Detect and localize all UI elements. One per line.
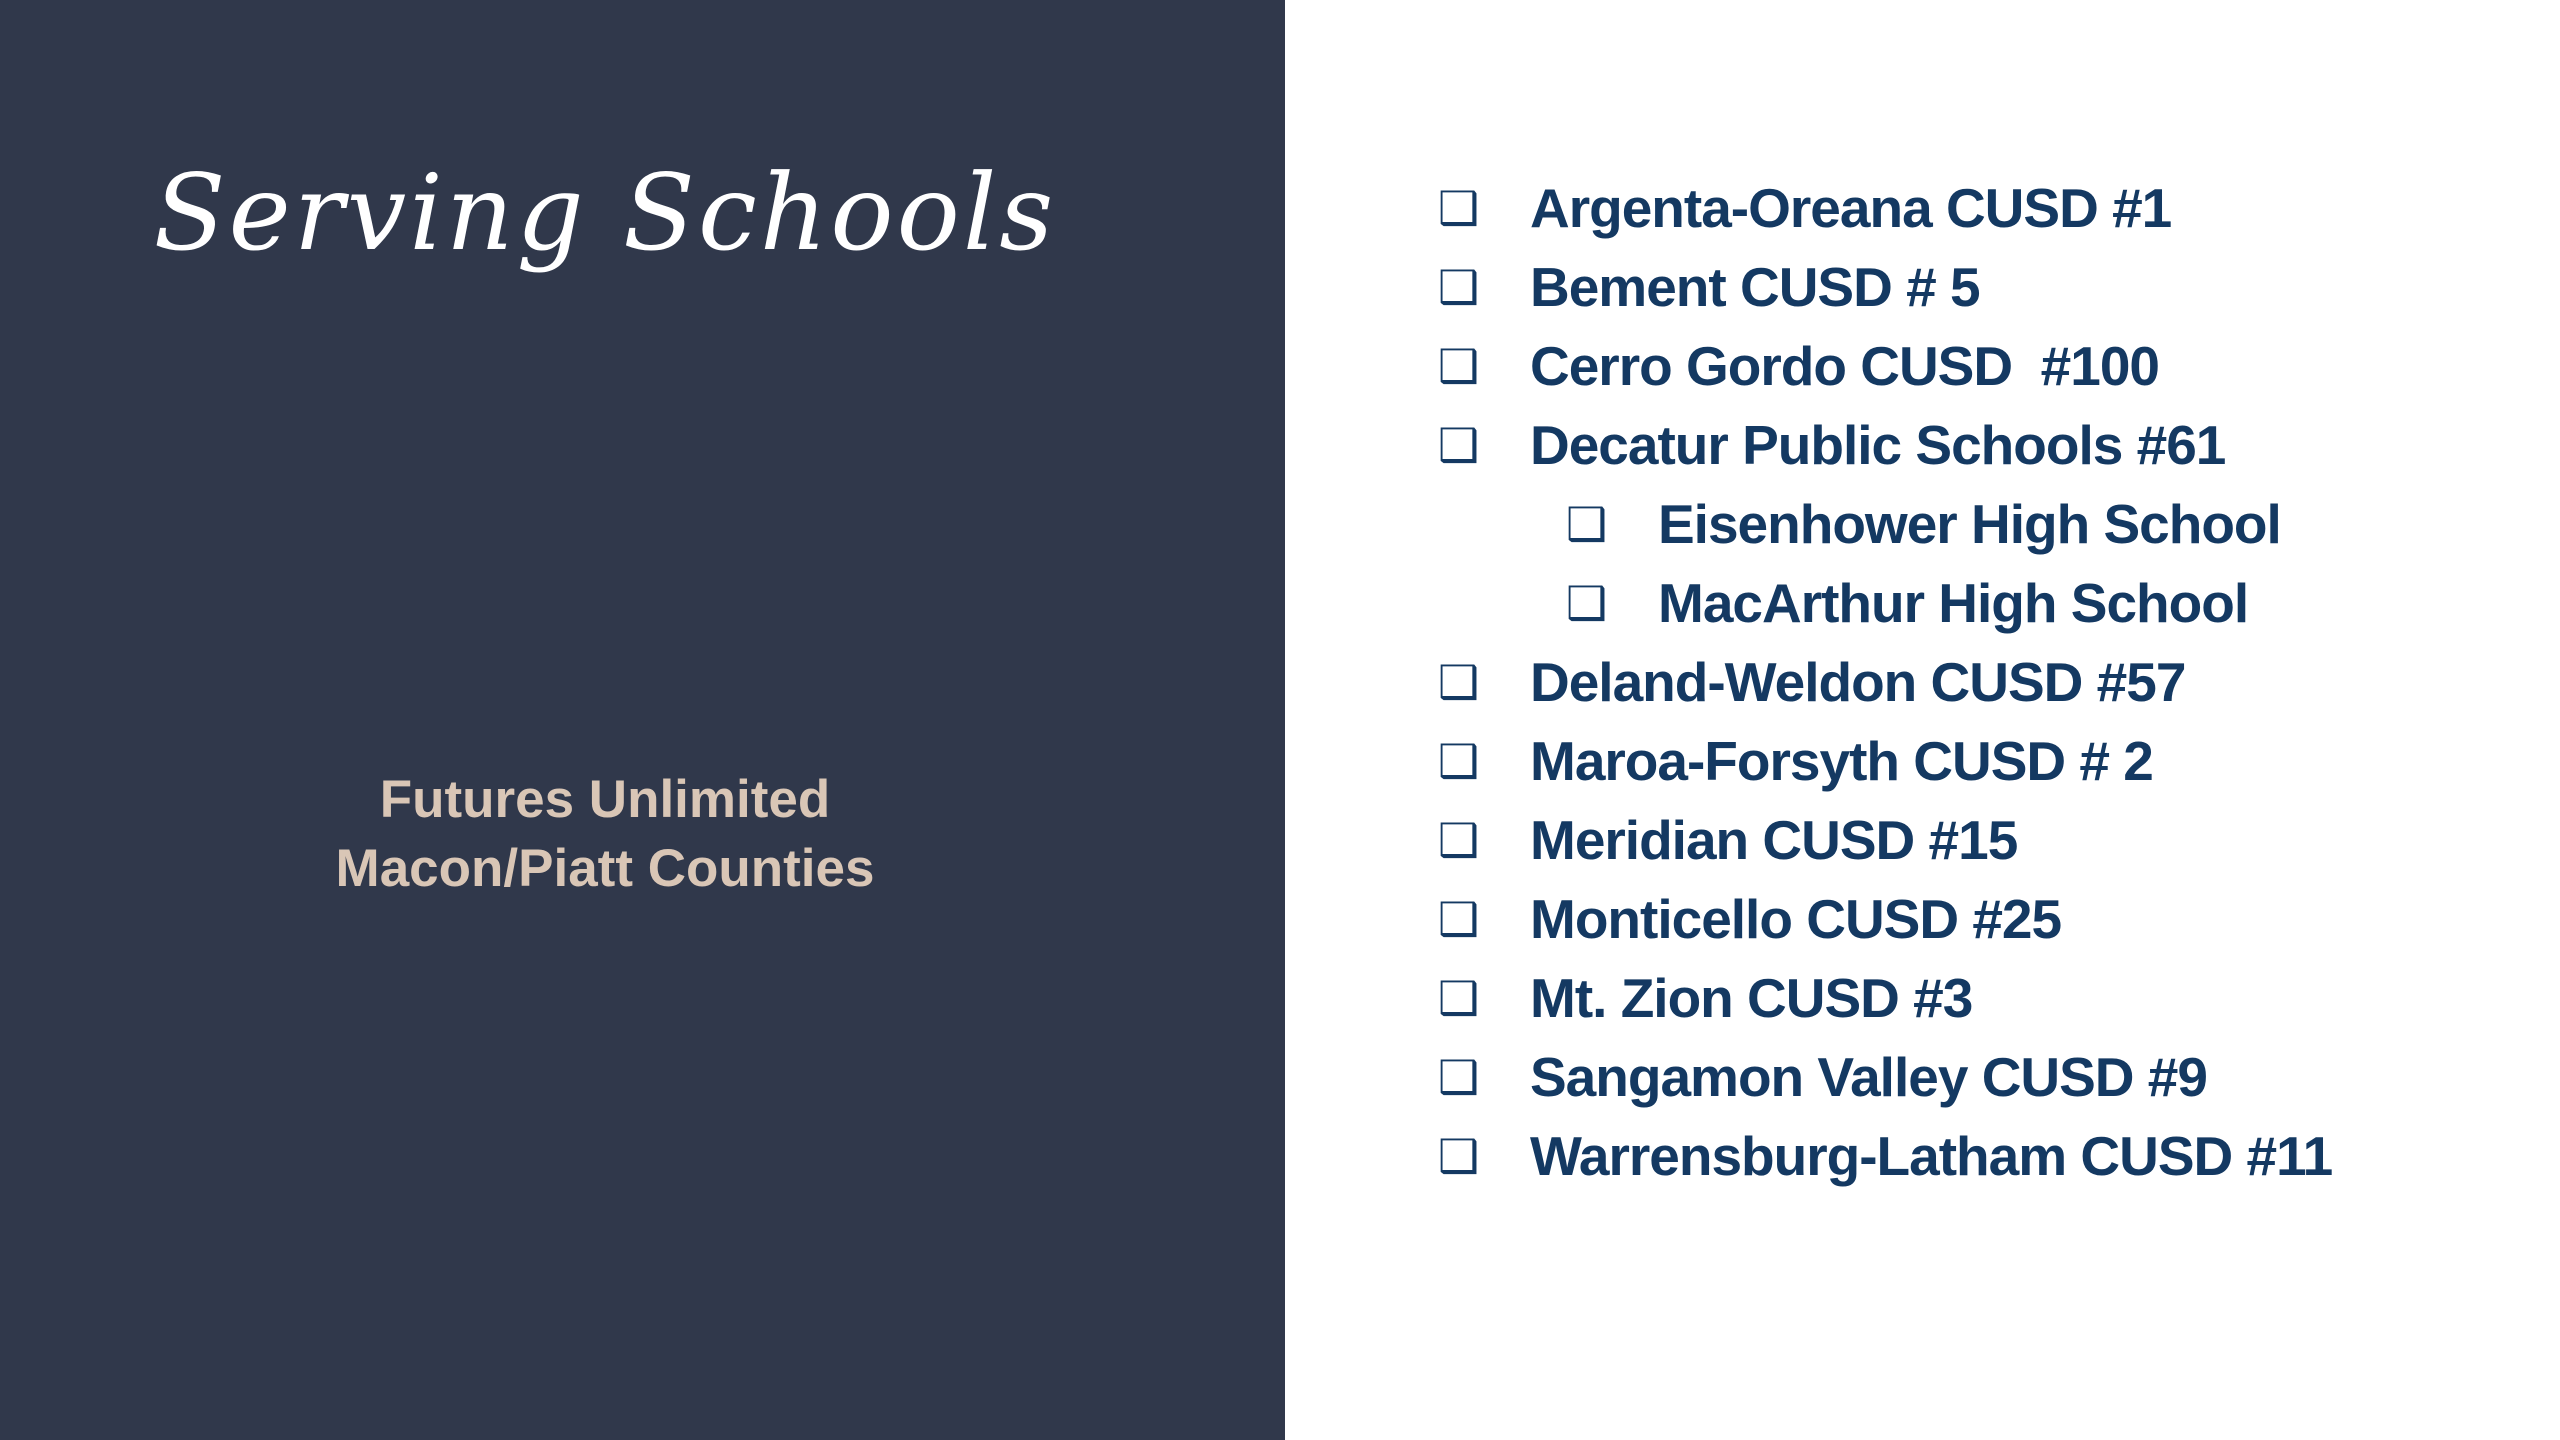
- list-item: [1438, 721, 2332, 800]
- list-item: [1438, 1116, 2332, 1195]
- list-item: [1438, 800, 2332, 879]
- org-line-2: Macon/Piatt Counties: [335, 839, 875, 898]
- school-list: [1438, 168, 2332, 1195]
- checkbox-square-icon: ❑: [1438, 891, 1479, 946]
- school-label: Warrensburg-Latham CUSD #11: [1530, 1124, 2333, 1187]
- list-item: [1438, 405, 2332, 484]
- school-label: Decatur Public Schools #61: [1530, 413, 2226, 476]
- school-label: Mt. Zion CUSD #3: [1530, 966, 1973, 1029]
- checkbox-square-icon: ❑: [1438, 1128, 1479, 1183]
- checkbox-square-icon: ❑: [1438, 970, 1479, 1025]
- checkbox-square-icon: ❑: [1566, 575, 1607, 630]
- list-subitem: [1438, 563, 2332, 642]
- list-item: [1438, 168, 2332, 247]
- checkbox-square-icon: ❑: [1438, 180, 1479, 235]
- list-item: [1438, 1037, 2332, 1116]
- school-label: Eisenhower High School: [1658, 492, 2281, 555]
- checkbox-square-icon: ❑: [1438, 417, 1479, 472]
- school-label: Bement CUSD # 5: [1530, 255, 1980, 318]
- school-label: Cerro Gordo CUSD #100: [1530, 334, 2160, 397]
- list-item: [1438, 326, 2332, 405]
- school-label: Argenta-Oreana CUSD #1: [1530, 176, 2172, 239]
- list-subitem: [1438, 484, 2332, 563]
- list-item: [1438, 958, 2332, 1037]
- organization-name: [0, 765, 1210, 903]
- checkbox-square-icon: ❑: [1566, 496, 1607, 551]
- school-label: Maroa-Forsyth CUSD # 2: [1530, 729, 2153, 792]
- list-item: [1438, 642, 2332, 721]
- checkbox-square-icon: ❑: [1438, 733, 1479, 788]
- checkbox-square-icon: ❑: [1438, 812, 1479, 867]
- checkbox-square-icon: ❑: [1438, 654, 1479, 709]
- school-label: Meridian CUSD #15: [1530, 808, 2018, 871]
- school-label: MacArthur High School: [1658, 571, 2249, 634]
- school-label: Deland-Weldon CUSD #57: [1530, 650, 2186, 713]
- checkbox-square-icon: ❑: [1438, 259, 1479, 314]
- org-line-1: Futures Unlimited: [379, 770, 831, 829]
- list-item: [1438, 879, 2332, 958]
- list-item: [1438, 247, 2332, 326]
- slide-title: Serving Schools: [153, 152, 1057, 274]
- school-label: Sangamon Valley CUSD #9: [1530, 1045, 2207, 1108]
- checkbox-square-icon: ❑: [1438, 338, 1479, 393]
- school-label: Monticello CUSD #25: [1530, 887, 2062, 950]
- checkbox-square-icon: ❑: [1438, 1049, 1479, 1104]
